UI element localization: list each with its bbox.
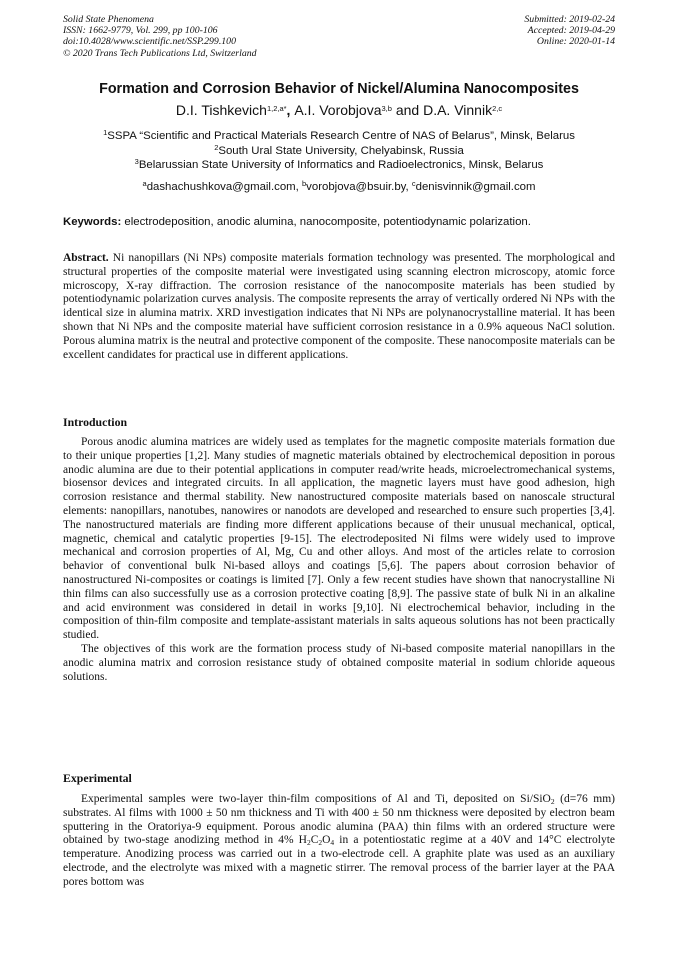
introduction-section — [63, 436, 615, 684]
paragraph: Porous anodic alumina matrices are widely used as templates for the magnetic composite materials formation due to their unique properties [1,2]. Many studies of magnetic materials obtained by electrochemical deposition in porous anodic alumina are due to their potential applications in computer read/write heads, microelectromechanical systems, biosensor devices and integrated circuits. In all application, the magnetic layers must have good adhesion, high corrosion resistance and thermal stability. New nanostructured composite materials based on nanoscale structural elements: nanopillars, nanotubes, nanowires or nanodots are developed and researched to ensure such properties [3,4]. The nanostructured materials are finding more different applications because of their unusual mechanical, optical, magnetic, chemical and catalytic properties [9-15]. The electrodeposited Ni films were widely used to improve mechanical and corrosion properties of Al, Mg, Cu and other alloys. And most of the articles relate to corrosion behavior of conventional bulk Ni-based alloys and coatings [5,6]. The papers about corrosion behavior of nanostructured Ni-composites or coatings is limited [7]. Only a few recent studies have shown that nanocrystalline Ni thin films can also successfully use as a corrosion protective coating [8,9]. The passive state of bulk Ni in an alkaline and acid environment was considered in detail in works [9,10]. Ni electrochemical behavior, including in the composition of thin-film composite and template-assistant materials in salts aqueous solutions has not been practically studied. — [63, 436, 615, 642]
abstract-label: Abstract. — [63, 252, 109, 264]
text-run: in a potentiostatic regime at a 40V and 14°C electrolyte temperature. Anodizing process was carried out in a two-electrode cell. A graphite plate was used as an auxiliary electrode, and the electrolyte was mixed with a magnetic stirrer. The removal process of the barrier layer at the PAA pores bottom was — [63, 834, 616, 888]
journal-name: Solid State Phenomena — [63, 14, 154, 25]
experimental-section — [63, 793, 615, 890]
doi-line: doi:10.4028/www.scientific.net/SSP.299.100 — [63, 36, 236, 48]
email-marker: b — [302, 179, 307, 188]
paper-title: Formation and Corrosion Behavior of Nickel/Alumina Nanocomposites — [99, 81, 579, 97]
affiliation-list — [40, 129, 638, 173]
affiliation — [40, 144, 638, 159]
text-run: (d=76 mm) substrates. Al films with 1000 ± 50 nm thickness and Ti with 400 ± 50 nm thickness were deposited by electron beam sputtering in the Oratoriya-9 equipment. Porous anodic alumina (PAA) thin films with an ordered structure were obtained by two-stage anodizing method in 4% H — [63, 793, 615, 847]
submitted-date: Submitted: 2019-02-24 — [524, 14, 615, 25]
email-marker: a — [142, 179, 147, 188]
section-heading-introduction: Introduction — [63, 415, 128, 429]
affiliation-marker: 3 — [134, 157, 139, 167]
author-affil-marker: 3,b — [381, 104, 392, 113]
email-separator: , — [295, 181, 302, 193]
text-run: C — [310, 834, 319, 847]
subscript: 2 — [318, 838, 323, 848]
email-link[interactable]: vorobjova@bsuir.by — [306, 181, 406, 193]
subscript: 2 — [306, 838, 311, 848]
journal-header — [63, 14, 257, 59]
accepted-date: Accepted: 2019-04-29 — [527, 25, 615, 37]
issn-line: ISSN: 1662-9779, Vol. 299, pp 100-106 — [63, 25, 218, 37]
abstract-text: Ni nanopillars (Ni NPs) composite materials formation technology was presented. The morphological and structural properties of the composite material were investigated using scanning electron microscopy, atomic force microscopy, X-ray diffraction. The corrosion resistance of the nanocomposite materials has been studied by potentiodynamic polarization curves analysis. The composite represents the array of vertically ordered Ni NPs with the identical size in alumina matrix. XRD investigation indicates that Ni NPs are polynanocrystalline material. It has been shown that Ni NPs and the composite material have sufficient corrosion resistance in a 0.9% aqueous NaCl solution. Porous alumina matrix is the neutral and protective component of the composite. These nanocomposite materials can be excellent candidates for practical use in different applications. — [63, 252, 615, 361]
author-separator: , — [286, 102, 295, 118]
author-affil-marker: 1,2,a* — [266, 104, 287, 113]
keywords-label: Keywords: — [63, 216, 122, 228]
author-list — [40, 102, 638, 118]
affiliation — [40, 129, 638, 144]
text-run: O — [322, 834, 331, 847]
email-list — [40, 181, 638, 193]
author-name: A.I. Vorobjova — [294, 102, 382, 118]
author-separator: and — [391, 102, 424, 118]
dates-header — [524, 14, 615, 48]
email-separator: , — [405, 181, 412, 193]
keywords — [63, 216, 615, 228]
affiliation — [40, 158, 638, 173]
subscript: 4 — [330, 838, 335, 848]
paragraph: The objectives of this work are the formation process study of Ni-based composite material nanopillars in the anodic alumina matrix and corrosion resistance study of obtained composite material in sodium chloride aqueous solutions. — [63, 642, 615, 683]
author-name: D.I. Tishkevich — [175, 102, 267, 118]
email-link[interactable]: dashachushkova@gmail.com — [146, 181, 296, 193]
affiliation-marker: 2 — [214, 142, 219, 152]
affiliation-text: Belarussian State University of Informatics and Radioelectronics, Minsk, Belarus — [138, 159, 544, 172]
email-link[interactable]: denisvinnik@gmail.com — [415, 181, 536, 193]
affiliation-text: SSPA “Scientific and Practical Materials Research Centre of NAS of Belarus”, Minsk, Belarus — [107, 130, 575, 142]
affiliation-marker: 1 — [103, 128, 108, 137]
author-name: D.A. Vinnik — [423, 102, 493, 118]
email-marker: c — [411, 179, 416, 188]
section-heading-experimental: Experimental — [63, 771, 132, 785]
text-run: Experimental samples were two-layer thin-film compositions of Al and Ti, deposited on Si/SiO — [81, 793, 551, 805]
online-date: Online: 2020-01-14 — [536, 36, 615, 48]
author-affil-marker: 2,c — [492, 104, 503, 113]
abstract — [63, 252, 615, 362]
abstract-paragraph — [63, 252, 615, 362]
keywords-text: electrodeposition, anodic alumina, nanocomposite, potentiodynamic polarization. — [121, 216, 531, 228]
affiliation-text: South Ural State University, Chelyabinsk, Russia — [218, 144, 464, 157]
subscript: 2 — [550, 797, 555, 806]
copyright-line: © 2020 Trans Tech Publications Ltd, Switzerland — [63, 47, 257, 59]
paragraph — [63, 793, 615, 890]
